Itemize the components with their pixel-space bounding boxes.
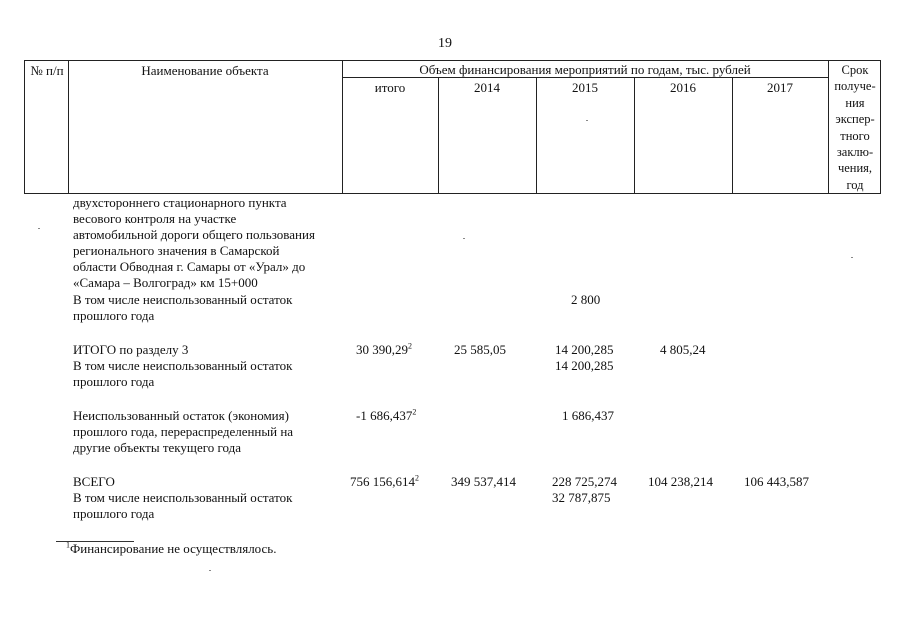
header-col-total: итого — [374, 80, 406, 95]
header-col-number: № п/п — [30, 63, 64, 78]
row-object-name: двухстороннего стационарного пункта весового контроля на участке автомобильной дороги общего пользования регионального значения в Самарской области Обводная г. Самары от «Урал» до «Самара – Волгоград» км 15+000 — [73, 195, 315, 290]
header-col-2015: 2015 — [572, 80, 598, 95]
row2-value-2014: 25 585,05 — [454, 342, 506, 357]
row2-value-2016: 4 805,24 — [660, 342, 706, 357]
row-grand-total: ВСЕГО В том числе неиспользованный остаток прошлого года — [73, 474, 293, 521]
row3-value-2015: 1 686,437 — [562, 408, 614, 423]
header-col-2016: 2016 — [670, 80, 696, 95]
row4-total: 756 156,614$^2$ — [350, 473, 419, 489]
row4-value-2016: 104 238,214 — [648, 474, 713, 489]
header-col-name: Наименование объекта — [141, 63, 269, 78]
footnote: $^1$Финансирование не осуществлялось. — [66, 540, 277, 556]
row4-value-2017: 106 443,587 — [744, 474, 809, 489]
page-number: 19 — [438, 36, 452, 51]
row2-total: 30 390,29$^2$ — [356, 341, 412, 357]
row-section-total: ИТОГО по разделу 3 В том числе неиспользованный остаток прошлого года — [73, 342, 293, 389]
header-col-term: Срок получе- ния экспер- тного заклю- чения, год — [834, 63, 876, 192]
row4-value-2015: 228 725,274 32 787,875 — [552, 474, 617, 505]
row-unused-savings: Неиспользованный остаток (экономия) прошлого года, перераспределенный на другие объекты текущего года — [73, 408, 294, 455]
row3-total: -1 686,437$^2$ — [356, 407, 417, 423]
row1-value-2015: 2 800 — [571, 292, 601, 307]
row2-value-2015: 14 200,285 14 200,285 — [555, 342, 614, 373]
header-col-2014: 2014 — [474, 80, 500, 95]
header-col-2017: 2017 — [767, 80, 793, 95]
row-unused-remainder: В том числе неиспользованный остаток прошлого года — [73, 292, 293, 323]
header-col-funding: Объем финансирования мероприятий по годам, тыс. рублей — [419, 62, 751, 77]
table-header — [24, 60, 881, 194]
row4-value-2014: 349 537,414 — [451, 474, 516, 489]
